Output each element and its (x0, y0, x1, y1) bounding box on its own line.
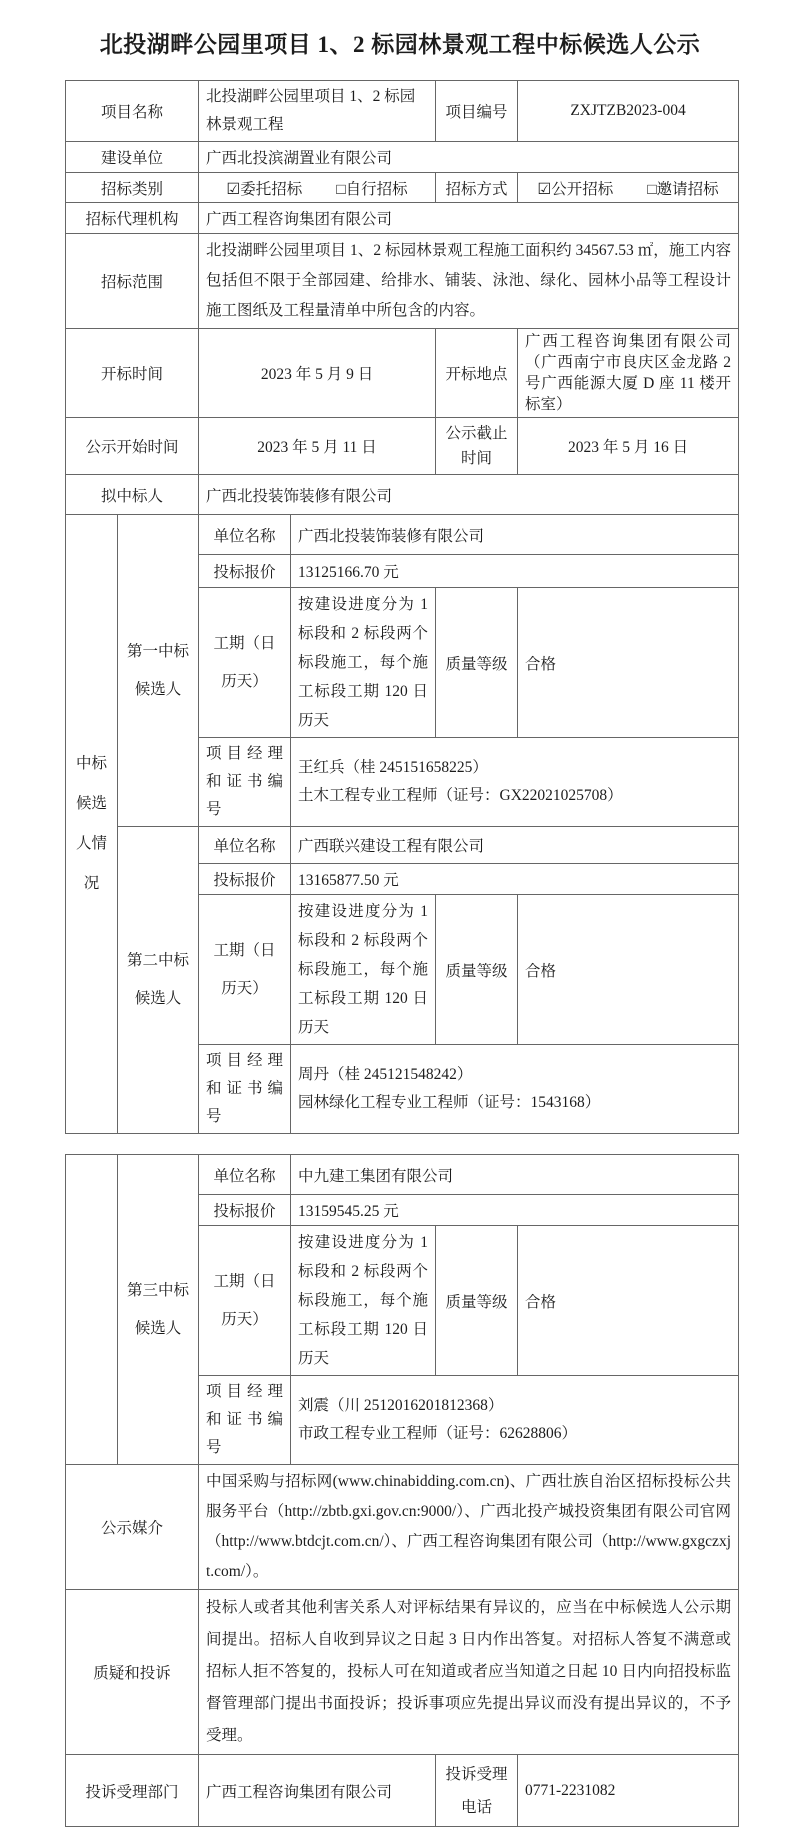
duration-label: 工期（日历天） (199, 588, 291, 738)
media-value: 中国采购与招标网(www.chinabidding.com.cn)、广西壮族自治区招标投标公共服务平台（http://zbtb.gxi.gov.cn:9000/）、广西北投产城投资集团有限公司官网（http://www.btdcjt.com.cn/）、广西工程咨询集团有限公司（http://www.gxgczxjt.com/）。 (199, 1465, 739, 1590)
bid-price-label: 投标报价 (199, 555, 291, 588)
candidate2-manager-cert: 园林绿化工程专业工程师（证号：1543168） (298, 1094, 601, 1111)
candidate1-bid-price: 13125166.70 元 (291, 555, 739, 588)
checkbox-checked-icon: ☑ (537, 180, 552, 198)
unit-name-label: 单位名称 (199, 1155, 291, 1195)
scope-label: 招标范围 (66, 234, 199, 329)
page-title: 北投湖畔公园里项目 1、2 标园林景观工程中标候选人公示 (99, 32, 701, 57)
row-owner (66, 142, 739, 173)
complaint-phone-value: 0771-2231082 (518, 1755, 739, 1827)
candidate2-manager-name: 周丹（桂 245121548242） (298, 1066, 473, 1083)
candidates-section-label: 中标候选人情况 (66, 515, 118, 1134)
complaint-phone-label: 投诉受理电话 (436, 1755, 518, 1827)
row-candidate2-unit (66, 827, 739, 864)
checkbox-unchecked-icon: □ (647, 180, 657, 198)
row-publicity-time (66, 418, 739, 475)
publicity-end-value: 2023 年 5 月 16 日 (518, 418, 739, 475)
candidate1-manager-name: 王红兵（桂 245151658225） (298, 759, 488, 776)
checkbox-unchecked-icon: □ (336, 180, 346, 198)
announcement-table-page2 (65, 1154, 739, 1827)
row-candidate1-unit (66, 515, 739, 555)
duration-label: 工期（日历天） (199, 1226, 291, 1376)
bid-price-label: 投标报价 (199, 864, 291, 895)
row-agency (66, 203, 739, 234)
bid-method-label: 招标方式 (436, 173, 518, 203)
owner-label: 建设单位 (66, 142, 199, 173)
candidate1-rank-label: 第一中标候选人 (118, 515, 199, 827)
candidate3-bid-price: 13159545.25 元 (291, 1195, 739, 1226)
row-candidate3-unit (66, 1155, 739, 1195)
publicity-start-value: 2023 年 5 月 11 日 (199, 418, 436, 475)
manager-label: 项目经理和证书编号 (199, 738, 291, 827)
bid-method-option-invited: 邀请招标 (656, 180, 719, 198)
announcement-table-page1 (65, 80, 739, 1134)
candidate3-manager-name: 刘震（川 2512016201812368） (298, 1397, 504, 1414)
project-no-value: ZXJTZB2023-004 (518, 81, 739, 142)
candidate2-quality: 合格 (518, 895, 739, 1045)
bid-category-option-self: 自行招标 (345, 180, 408, 198)
candidate3-manager (291, 1376, 739, 1465)
open-time-value: 2023 年 5 月 9 日 (199, 329, 436, 418)
complaint-dept-value: 广西工程咨询集团有限公司 (199, 1755, 436, 1827)
manager-label: 项目经理和证书编号 (199, 1045, 291, 1134)
objection-value: 投标人或者其他利害关系人对评标结果有异议的，应当在中标候选人公示期间提出。招标人自收到异议之日起 3 日内作出答复。对招标人答复不满意或招标人拒不答复的，投标人可在知道或者应当知道之日起 10 日内向招投标监督管理部门提出书面投诉；投诉事项应先提出异议而没有提出异议的，不予受理。 (199, 1590, 739, 1755)
scope-value: 北投湖畔公园里项目 1、2 标园林景观工程施工面积约 34567.53 ㎡，施工内容包括但不限于全部园建、给排水、铺装、泳池、绿化、园林小品等工程设计施工图纸及工程量清单中所包含的内容。 (199, 234, 739, 329)
checkbox-checked-icon: ☑ (226, 180, 241, 198)
candidate3-duration: 按建设进度分为 1 标段和 2 标段两个标段施工，每个施工标段工期 120 日历天 (291, 1226, 436, 1376)
media-label: 公示媒介 (66, 1465, 199, 1590)
candidate2-rank-label: 第二中标候选人 (118, 827, 199, 1134)
candidates-col-spacer (66, 1155, 118, 1465)
project-no-label: 项目编号 (436, 81, 518, 142)
open-place-label: 开标地点 (436, 329, 518, 418)
publicity-end-label: 公示截止时间 (436, 418, 518, 475)
row-scope (66, 234, 739, 329)
quality-label: 质量等级 (436, 588, 518, 738)
candidate1-unit-name: 广西北投装饰装修有限公司 (291, 515, 739, 555)
proposed-winner-label: 拟中标人 (66, 475, 199, 515)
open-place-value: 广西工程咨询集团有限公司（广西南宁市良庆区金龙路 2 号广西能源大厦 D 座 11 楼开标室） (518, 329, 739, 418)
proposed-winner-value: 广西北投装饰装修有限公司 (199, 475, 739, 515)
quality-label: 质量等级 (436, 895, 518, 1045)
project-name-value: 北投湖畔公园里项目 1、2 标园林景观工程 (199, 81, 436, 142)
bid-category-label: 招标类别 (66, 173, 199, 203)
candidate1-manager (291, 738, 739, 827)
bid-method-option-open: 公开招标 (551, 180, 614, 198)
candidate1-manager-cert: 土木工程专业工程师（证号：GX22021025708） (298, 787, 623, 804)
candidate2-manager (291, 1045, 739, 1134)
unit-name-label: 单位名称 (199, 515, 291, 555)
quality-label: 质量等级 (436, 1226, 518, 1376)
bid-price-label: 投标报价 (199, 1195, 291, 1226)
candidate2-bid-price: 13165877.50 元 (291, 864, 739, 895)
candidate1-quality: 合格 (518, 588, 739, 738)
candidate3-manager-cert: 市政工程专业工程师（证号：62628806） (298, 1425, 578, 1442)
candidate3-rank-label: 第三中标候选人 (118, 1155, 199, 1465)
row-proposed-winner (66, 475, 739, 515)
candidate2-duration: 按建设进度分为 1 标段和 2 标段两个标段施工，每个施工标段工期 120 日历天 (291, 895, 436, 1045)
bid-method-options (518, 173, 739, 203)
publicity-start-label: 公示开始时间 (66, 418, 199, 475)
project-name-label: 项目名称 (66, 81, 199, 142)
agency-label: 招标代理机构 (66, 203, 199, 234)
bid-category-option-entrusted: 委托招标 (240, 180, 303, 198)
agency-value: 广西工程咨询集团有限公司 (199, 203, 739, 234)
row-project-name (66, 81, 739, 142)
row-open-time (66, 329, 739, 418)
row-complaint (66, 1755, 739, 1827)
manager-label: 项目经理和证书编号 (199, 1376, 291, 1465)
row-objection (66, 1590, 739, 1755)
candidate3-quality: 合格 (518, 1226, 739, 1376)
objection-label: 质疑和投诉 (66, 1590, 199, 1755)
unit-name-label: 单位名称 (199, 827, 291, 864)
candidate1-duration: 按建设进度分为 1 标段和 2 标段两个标段施工，每个施工标段工期 120 日历天 (291, 588, 436, 738)
candidate3-unit-name: 中九建工集团有限公司 (291, 1155, 739, 1195)
candidate2-unit-name: 广西联兴建设工程有限公司 (291, 827, 739, 864)
open-time-label: 开标时间 (66, 329, 199, 418)
row-media (66, 1465, 739, 1590)
row-bid-category (66, 173, 739, 203)
duration-label: 工期（日历天） (199, 895, 291, 1045)
owner-value: 广西北投滨湖置业有限公司 (199, 142, 739, 173)
bid-category-options (199, 173, 436, 203)
complaint-dept-label: 投诉受理部门 (66, 1755, 199, 1827)
